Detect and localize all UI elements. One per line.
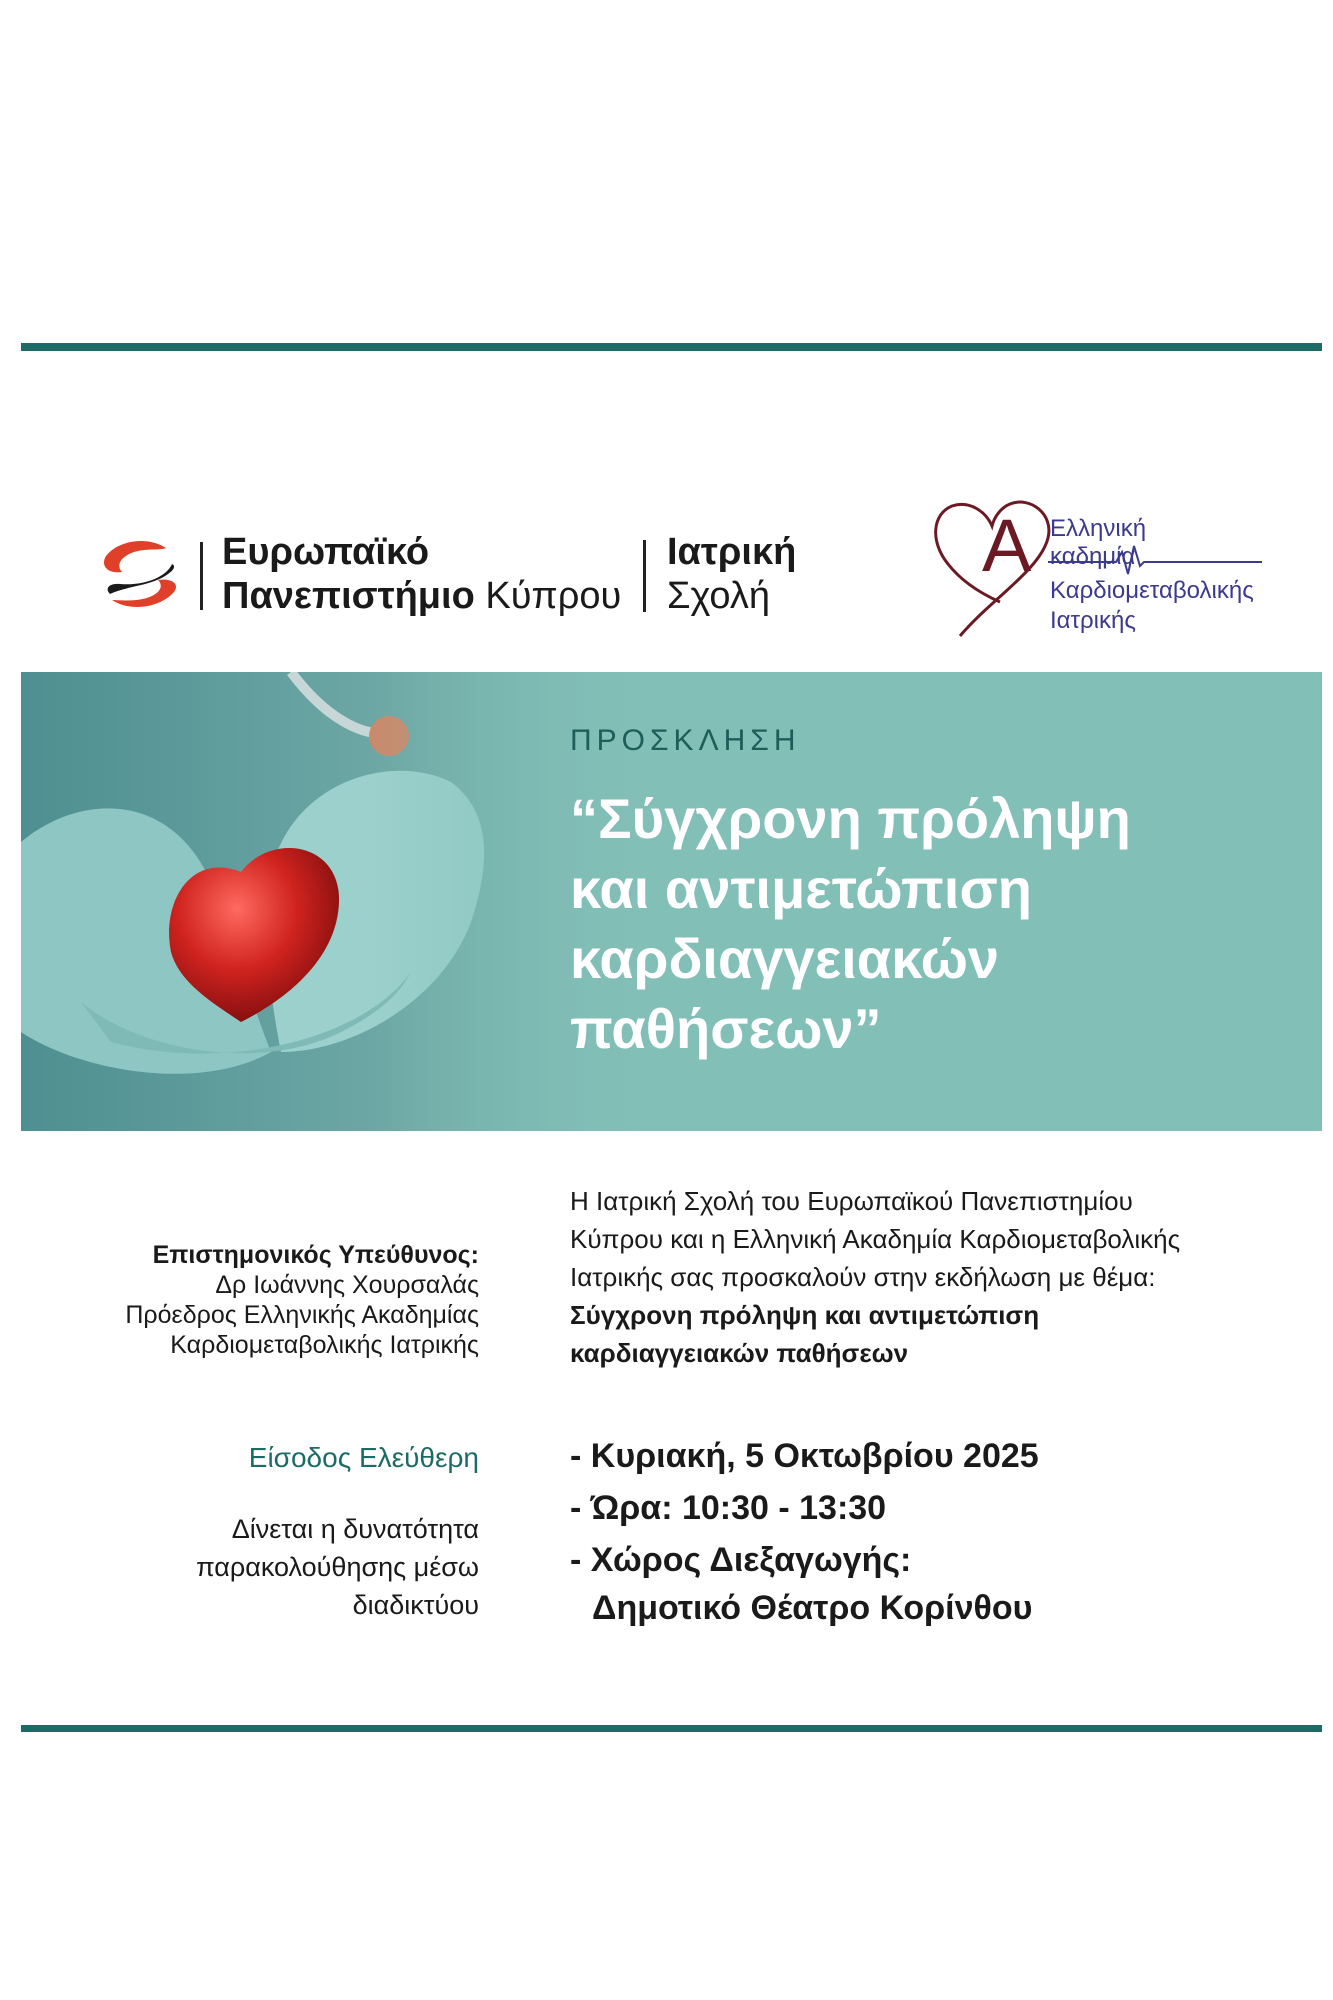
event-time: - Ώρα: 10:30 - 13:30	[570, 1489, 887, 1527]
school-name: Ιατρική Σχολή	[667, 531, 797, 617]
academy-letter: A	[982, 504, 1032, 587]
academy-line2: καδημία	[1050, 543, 1136, 570]
event-date: - Κυριακή, 5 Οκτωβρίου 2025	[570, 1437, 1039, 1475]
hero-banner	[21, 672, 1322, 1131]
academy-line1: Ελληνική	[1050, 515, 1147, 542]
academy-line3: Καρδιομεταβολικής	[1050, 577, 1254, 604]
academy-logo	[930, 490, 1270, 640]
school-separator	[643, 540, 646, 612]
top-divider	[21, 343, 1322, 351]
bottom-divider	[21, 1725, 1322, 1732]
university-name: Ευρωπαϊκό Πανεπιστήμιο Κύπρου	[222, 531, 622, 617]
invitation-kicker: ΠΡΟΣΚΛΗΣΗ	[570, 724, 801, 757]
free-entry: Είσοδος Ελεύθερη	[248, 1442, 479, 1473]
responsible-role-2: Καρδιομεταβολικής Ιατρικής	[170, 1331, 479, 1359]
heart-in-hands-image	[21, 672, 661, 1131]
academy-line4: Ιατρικής	[1050, 607, 1136, 634]
scientific-responsible	[125, 1240, 479, 1360]
invitation-text: Η Ιατρική Σχολή του Ευρωπαϊκού Πανεπιστημίου Κύπρου και η Ελληνική Ακαδημία Καρδιομεταβολικής Ιατρικής σας προσκαλούν στην εκδήλωση με θέμα: Σύγχρονη πρόληψη και αντιμετώπιση καρδιαγγειακών παθήσεων	[570, 1186, 1181, 1368]
online-attendance-note: Δίνεται η δυνατότητα παρακολούθησης μέσω διαδικτύου	[196, 1514, 479, 1620]
logo-separator	[200, 542, 203, 610]
responsible-heading: Επιστημονικός Υπεύθυνος:	[152, 1241, 479, 1269]
responsible-role-1: Πρόεδρος Ελληνικής Ακαδημίας	[125, 1301, 479, 1329]
responsible-name: Δρ Ιωάννης Χουρσαλάς	[215, 1271, 479, 1299]
university-emblem-icon	[96, 534, 182, 614]
event-details	[570, 1430, 1039, 1630]
venue-label: - Χώρος Διεξαγωγής:	[570, 1541, 912, 1579]
event-title: “Σύγχρονη πρόληψη και αντιμετώπιση καρδιαγγειακών παθήσεων”	[570, 787, 1131, 1060]
venue-name: Δημοτικό Θέατρο Κορίνθου	[592, 1589, 1033, 1627]
